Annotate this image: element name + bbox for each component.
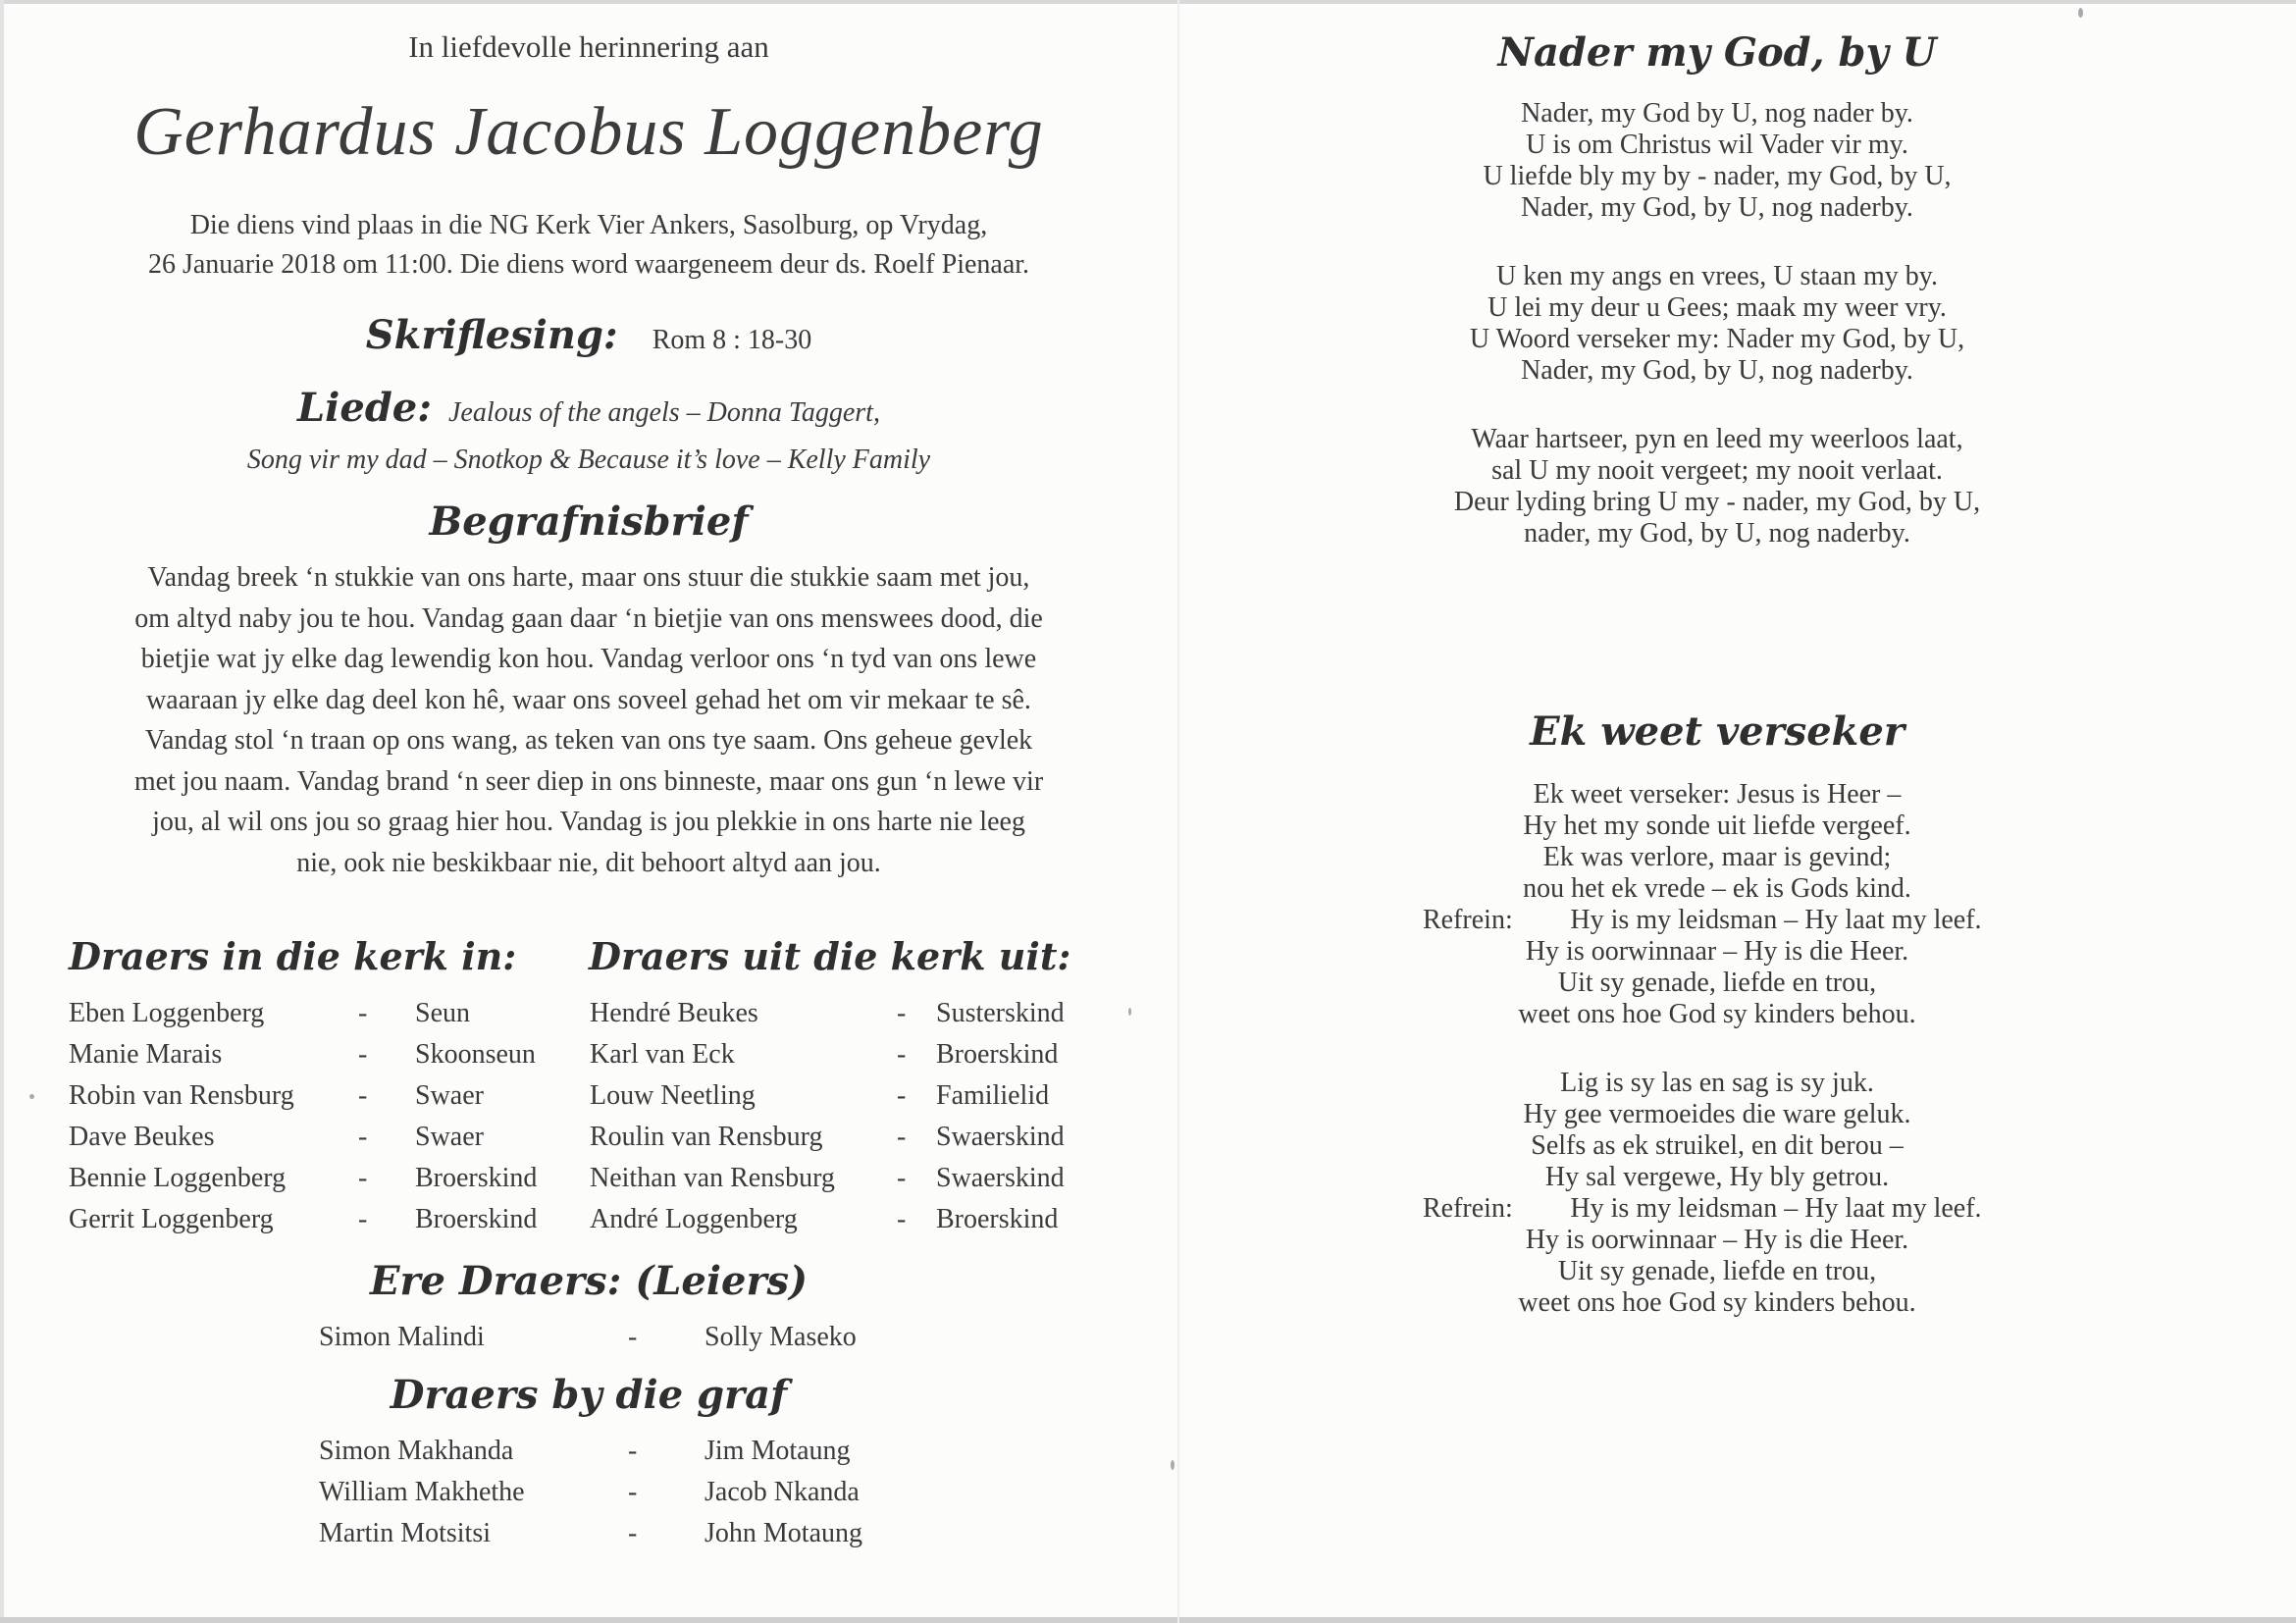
letter-line: bietjie wat jy elke dag lewendig kon hou. Vandag verloor ons ‘n tyd van ons lewe — [140, 644, 1037, 674]
list-item: Simon Makhanda - Jim Motaung — [319, 1436, 851, 1466]
songs-line: Jealous of the angels – Donna Taggert, — [448, 397, 880, 428]
list-item: Robin van Rensburg - Swaer — [69, 1080, 484, 1111]
hymn1-text — [1334, 98, 2100, 550]
songs-line: Song vir my dad – Snotkop & Because it’s love – Kelly Family — [246, 445, 931, 475]
scan-speck — [29, 1094, 34, 1099]
funeral-letter — [49, 557, 1128, 883]
list-item: William Makhethe - Jacob Nkanda — [319, 1477, 860, 1507]
list-item: Eben Loggenberg - Seun — [69, 998, 470, 1028]
hymn-line: Nader, my God by U, nog nader by. — [1521, 98, 1913, 129]
songs — [49, 385, 1128, 484]
hymn-line: Selfs as ek struikel, en dit berou – — [1531, 1130, 1904, 1161]
letter-line: om altyd naby jou te hou. Vandag gaan daar ‘n bietjie van ons menswees dood, die — [134, 602, 1043, 634]
refrain-line: Uit sy genade, liefde en trou, — [1557, 1256, 1877, 1286]
letter-line: Vandag stol ‘n traan op ons wang, as teken van ons tye saam. Ons geheue gevlek — [144, 725, 1033, 756]
hymn-line: U is om Christus wil Vader vir my. — [1526, 130, 1908, 160]
songs-label: Liede: — [297, 385, 432, 431]
refrain-line: weet ons hoe God sy kinders behou. — [1518, 1287, 1916, 1318]
letter-line: nie, ook nie beskikbaar nie, dit behoort altyd aan jou. — [296, 847, 881, 878]
scripture-value: Rom 8 : 18-30 — [652, 325, 812, 355]
intro-line: In liefdevolle herinnering aan — [408, 29, 769, 64]
deceased-name: Gerhardus Jacobus Loggenberg — [133, 94, 1044, 170]
scan-speck — [1128, 1008, 1131, 1016]
list-item: Louw Neetling - Familielid — [590, 1080, 1050, 1111]
hymn2-text — [1334, 779, 2100, 1319]
list-item: Manie Marais - Skoonseun — [69, 1039, 536, 1070]
hymn-line: Hy gee vermoeides die ware geluk. — [1523, 1099, 1911, 1129]
list-item: Neithan van Rensburg - Swaerskind — [590, 1163, 1065, 1193]
bearers-in-title: Draers in die kerk in: — [69, 934, 517, 978]
hymn-line: nader, my God, by U, nog naderby. — [1524, 518, 1910, 549]
grave-title: Draers by die graf — [390, 1372, 788, 1418]
list-item: Karl van Eck - Broerskind — [590, 1039, 1059, 1070]
refrain-line: Refrein: Hy is my leidsman – Hy laat my leef. — [1423, 1193, 1982, 1224]
scan-speck — [1171, 1460, 1174, 1470]
hymn1-title: Nader my God, by U — [1497, 29, 1937, 76]
bearers-out-title: Draers uit die kerk uit: — [589, 934, 1071, 978]
hymn-line: U Woord verseker my: Nader my God, by U, — [1469, 324, 1965, 354]
scan-edge-bottom — [0, 1617, 2296, 1623]
list-item: Hendré Beukes - Susterskind — [590, 998, 1065, 1028]
service-line: 26 Januarie 2018 om 11:00. Die diens word waargeneem deur ds. Roelf Pienaar. — [147, 249, 1030, 280]
refrain-label: Refrein: — [1423, 1193, 1513, 1224]
bearers-in-list — [69, 993, 559, 1240]
list-item: Dave Beukes - Swaer — [69, 1122, 484, 1152]
page-fold — [1177, 0, 1179, 1623]
hymn-line: U lei my deur u Gees; maak my weer vry. — [1487, 292, 1947, 323]
honorary-title: Ere Draers: (Leiers) — [369, 1258, 808, 1304]
refrain-label: Refrein: — [1423, 905, 1513, 935]
service-details — [49, 206, 1128, 285]
letter-line: waaraan jy elke dag deel kon hê, waar ons soveel gehad het om vir mekaar te sê. — [146, 684, 1031, 715]
refrain-line: Uit sy genade, liefde en trou, — [1557, 968, 1877, 998]
hymn-line: Hy het my sonde uit liefde vergeef. — [1523, 811, 1911, 841]
scan-speck — [2078, 8, 2083, 18]
letter-line: jou, al wil ons jou so graag hier hou. Vandag is jou plekkie in ons harte nie leeg — [152, 807, 1025, 837]
hymn-line: Lig is sy las en sag is sy juk. — [1560, 1068, 1874, 1098]
scripture-label: Skriflesing: — [365, 312, 618, 358]
hymn-line: Nader, my God, by U, nog naderby. — [1521, 192, 1913, 223]
list-item: Simon Malindi - Solly Maseko — [319, 1322, 857, 1352]
scripture-reading — [49, 312, 1128, 358]
refrain-line: weet ons hoe God sy kinders behou. — [1518, 999, 1916, 1029]
letter-line: Vandag breek ‘n stukkie van ons harte, maar ons stuur die stukkie saam met jou, — [147, 562, 1030, 593]
hymn-line: U ken my angs en vrees, U staan my by. — [1496, 261, 1938, 291]
scan-edge-top — [0, 0, 2296, 4]
hymn-line: Waar hartseer, pyn en leed my weerloos laat, — [1471, 424, 1963, 454]
hymn-line: U liefde bly my by - nader, my God, by U, — [1483, 161, 1952, 191]
refrain-line: Hy is oorwinnaar – Hy is die Heer. — [1525, 1225, 1909, 1255]
refrain-line: Hy is oorwinnaar – Hy is die Heer. — [1525, 936, 1909, 967]
letter-line: met jou naam. Vandag brand ‘n seer diep in ons binneste, maar ons gun ‘n lewe vir — [133, 765, 1044, 797]
list-item: André Loggenberg - Broerskind — [590, 1204, 1059, 1234]
letter-title: Begrafnisbrief — [429, 498, 749, 545]
honorary-list — [319, 1317, 908, 1358]
hymn-line: nou het ek vrede – ek is Gods kind. — [1523, 873, 1911, 904]
list-item: Martin Motsitsi - John Motaung — [319, 1518, 862, 1548]
grave-list — [319, 1431, 908, 1554]
list-item: Roulin van Rensburg - Swaerskind — [590, 1122, 1065, 1152]
refrain-line: Refrein: Hy is my leidsman – Hy laat my leef. — [1423, 905, 1982, 935]
service-line: Die diens vind plaas in die NG Kerk Vier Ankers, Sasolburg, op Vrydag, — [189, 210, 988, 240]
bearers-out-list — [590, 993, 1129, 1240]
hymn-line: Ek weet verseker: Jesus is Heer – — [1533, 779, 1902, 810]
hymn-line: Deur lyding bring U my - nader, my God, by U, — [1453, 487, 1981, 517]
hymn-line: Nader, my God, by U, nog naderby. — [1521, 355, 1913, 386]
hymn-line: Ek was verlore, maar is gevind; — [1542, 842, 1892, 872]
hymn2-title: Ek weet verseker — [1530, 708, 1905, 755]
hymn-line: Hy sal vergewe, Hy bly getrou. — [1544, 1162, 1890, 1192]
list-item: Bennie Loggenberg - Broerskind — [69, 1163, 538, 1193]
list-item: Gerrit Loggenberg - Broerskind — [69, 1204, 538, 1234]
scan-edge-left — [0, 0, 4, 1623]
hymn-line: sal U my nooit vergeet; my nooit verlaat. — [1491, 455, 1943, 486]
